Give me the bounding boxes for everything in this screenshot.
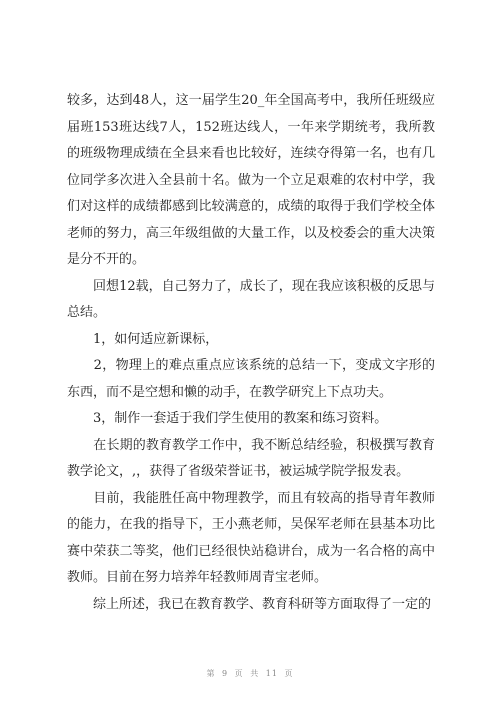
- paragraph-5: 3，制作一套适于我们学生使用的教案和练习资料。: [67, 411, 388, 426]
- paragraph-3: 1，如何适应新课标，: [67, 331, 219, 347]
- page-body: [67, 88, 435, 618]
- paragraph-7: 目前，我能胜任高中物理教学，而且有较高的指导青年教师的能力，在我的指导下，王小燕老师，吴保军老师在县基本功比赛中荣获二等奖，他们已经很快站稳讲台，成为一名合格的高中教师。目前在努力培养年轻教师周青宝老师。: [67, 490, 435, 585]
- paragraph-2: 回想12载，自己努力了，成长了，现在我应该积极的反思与总结。: [67, 278, 435, 320]
- paragraph-1: 较多，达到48人，这一届学生20_年全国高考中，我所任班级应届班153班达线7人，152班达线人，一年来学期统考，我所教的班级物理成绩在全县来看也比较好，连续夺得第一名，也有几位同学多次进入全县前十名。做为一个立足艰难的农村中学，我们对这样的成绩都感到比较满意的，成绩的取得于我们学校全体老师的努力，高三年级组做的大量工作，以及校委会的重大决策是分不开的。: [67, 93, 435, 267]
- paragraph-6: 在长期的教育教学工作中，我不断总结经验，积极撰写教育教学论文，,，获得了省级荣誉证书，被运城学院学报发表。: [67, 437, 435, 479]
- page-footer: 第 9 页 共 11 页: [206, 669, 294, 678]
- paragraph-8: 综上所述，我已在教育教学、教育科研等方面取得了一定的: [67, 596, 432, 612]
- paragraph-4: 2，物理上的难点重点应该系统的总结一下，变成文字形的东西，而不是空想和懒的动手，在教学研究上下点功夫。: [67, 358, 435, 400]
